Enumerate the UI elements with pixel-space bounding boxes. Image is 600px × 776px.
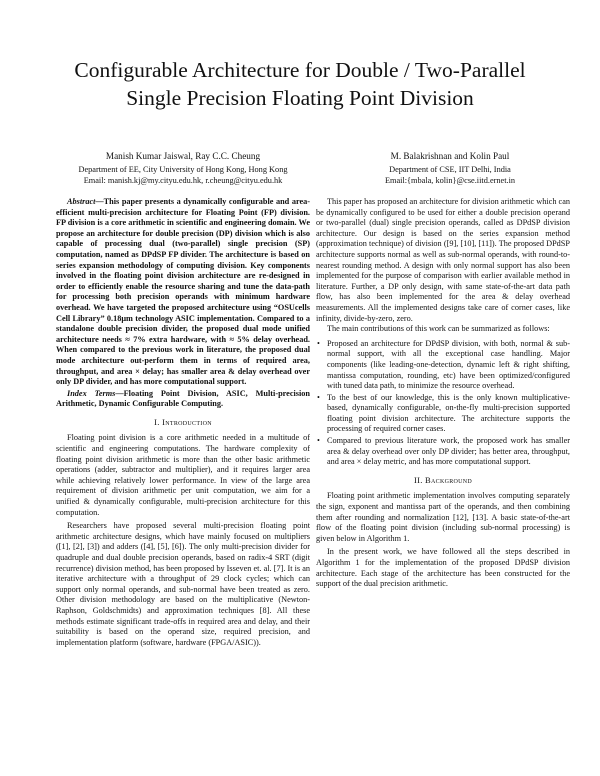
- background-paragraph-2: In the present work, we have followed all the steps described in Algorithm 1 for the implementation of the proposed DPdSP division architecture. Each stage of the architecture has been constructed for the support of the dual precision arithmetic.: [316, 547, 570, 589]
- contributions-lead: The main contributions of this work can be summarized as follows:: [327, 324, 550, 334]
- contribution-intro-paragraph: This paper has proposed an architecture for division arithmetic which can be dynamically configured to be used for either a double precision operand or two-parallel (dual) single precision operands, called as DPdSP division architecture. Our design is based on the series expansion method (approximation technique) of division ([9], [10], [11]). The proposed DPdSP architecture supports normal as well as sub-normal operands, with round-to-nearest rounding method. A design with only normal support has also been implemented for the purpose of comparison with earlier available method in literature. Further, a DP only design, with same state-of-the-art data path flow, has also been implemented for the area & delay overhead measurements. All the implemented designs take care of corner cases, like infinity, divide-by-zero, zero.: [316, 197, 570, 323]
- author-block-2: [330, 151, 570, 187]
- index-terms: [56, 389, 310, 410]
- right-column: [316, 197, 570, 590]
- author-email: Email: manish.kj@my.cityu.edu.hk, r.cheung@cityu.edu.hk: [83, 176, 283, 185]
- intro-paragraph-1: Floating point division is a core arithmetic needed in a multitude of scientific and engineering computations. The hardware complexity of floating point division arithmetic is more than the other basic arithmetic operations (adder, subtractor and multiplier), and it requires larger area while achieving relatively lower performance. In view of the large area requirement of division arithmetic per unit computation, we aim for a unified & dynamically configurable, multi-precision architecture for this computation.: [56, 433, 310, 517]
- index-terms-label: Index Terms: [67, 388, 116, 398]
- section-heading-background: II. Background: [413, 474, 473, 485]
- contributions-list: [316, 339, 570, 468]
- index-terms-text: —Floating Point Division, ASIC, Multi-precision Arithmetic, Dynamic Configurable Computing.: [56, 388, 310, 409]
- title-line-1: Configurable Architecture for Double / Two-Parallel: [74, 58, 526, 82]
- background-paragraph-1: Floating point arithmetic implementation involves computing separately the sign, exponent and mantissa part of the operands, and then combining them after rounding and normalization [12], [13]. A basic state-of-the-art flow of the floating point division (including sub-normal processing) is given below in Algorithm 1.: [316, 491, 570, 543]
- paper-title: [0, 56, 600, 112]
- intro-paragraph-2: Researchers have proposed several multi-precision floating point arithmetic architecture designs, which have mainly focused on multipliers ([1], [2], [3]) and adders ([4], [5], [6]). The only multi-precision divider for quadruple and dual double precision operands, based on radix-4 SRT (digit recurrence) division method, has been proposed by Isseven et. al. [7]. It is an iterative architecture with a throughput of 29 clock cycles; which can support only normal operands, and sub-normal have been treated as zero. Other division methodology are based on the multiplicative (Newton-Raphson, Goldschmidts) and approximation techniques [8]. All these methods estimate significant trade-offs in required area and delay, and their suitability is based on the operand size, required precision, and implementation platform (software, hardware (FPGA/ASIC)).: [56, 521, 310, 647]
- abstract: [56, 197, 310, 388]
- author-names: M. Balakrishnan and Kolin Paul: [390, 151, 510, 161]
- abstract-label: Abstract: [67, 197, 96, 206]
- author-affiliation: Department of EE, City University of Hong Kong, Hong Kong: [78, 164, 288, 174]
- abstract-text: —This paper presents a dynamically configurable and area-efficient multi-precision architecture for Floating Point (FP) division. FP division is a core arithmetic in scientific and engineering domain. We propose an architecture for double precision (DP) division which is also capable of processing dual (two-parallel) single precision (SP) computation, named as DPdSP FP divider. The architecture is based on series expansion methodology of computing division. Key components involved in the floating point division architecture are re-designed in order to efficiently enable the resource sharing and tune the data-path for processing both precision operands with minimum hardware overhead. We have targeted the proposed architecture using “OSUcells Cell Library” 0.18μm technology ASIC implementation. Compared to a standalone double precision divider, the proposed dual mode unified architecture needs ≈ 7% extra hardware, with ≈ 5% delay overhead. When compared to the previous work in literature, the proposed dual mode architecture out-perform them in terms of required area, throughput, and area × delay; has smaller area & delay overhead over only DP divider, and has more computational support.: [56, 197, 310, 387]
- list-item: • Proposed an architecture for DPdSP division, with both, normal & sub-normal support, with all the exceptional case handling. Major components (like leading-one-detection, dynamic left & right shifting, mantissa computation, rounding, etc) have been optimized/configured with tuned data path, to minimize the resource overhead.: [316, 339, 570, 392]
- author-email: Email:{mbala, kolin}@cse.iitd.ernet.in: [384, 176, 516, 185]
- list-item: • Compared to previous literature work, the proposed work has smaller area & delay overhead over only DP divider; has better area, throughput, and area × delay metric, and has more computational support.: [316, 436, 570, 468]
- author-affiliation: Department of CSE, IIT Delhi, India: [389, 164, 511, 174]
- title-line-2: Single Precision Floating Point Division: [126, 86, 474, 110]
- list-item: • To the best of our knowledge, this is the only known multiplicative-based, dynamically configurable, on-the-fly multi-precision supported floating point division architecture. The architecture supports the processing of required corner cases.: [316, 393, 570, 435]
- author-names: Manish Kumar Jaiswal, Ray C.C. Cheung: [105, 151, 261, 161]
- left-column: [56, 197, 310, 648]
- author-block-1: [48, 151, 318, 187]
- section-heading-introduction: I. Introduction: [154, 416, 212, 427]
